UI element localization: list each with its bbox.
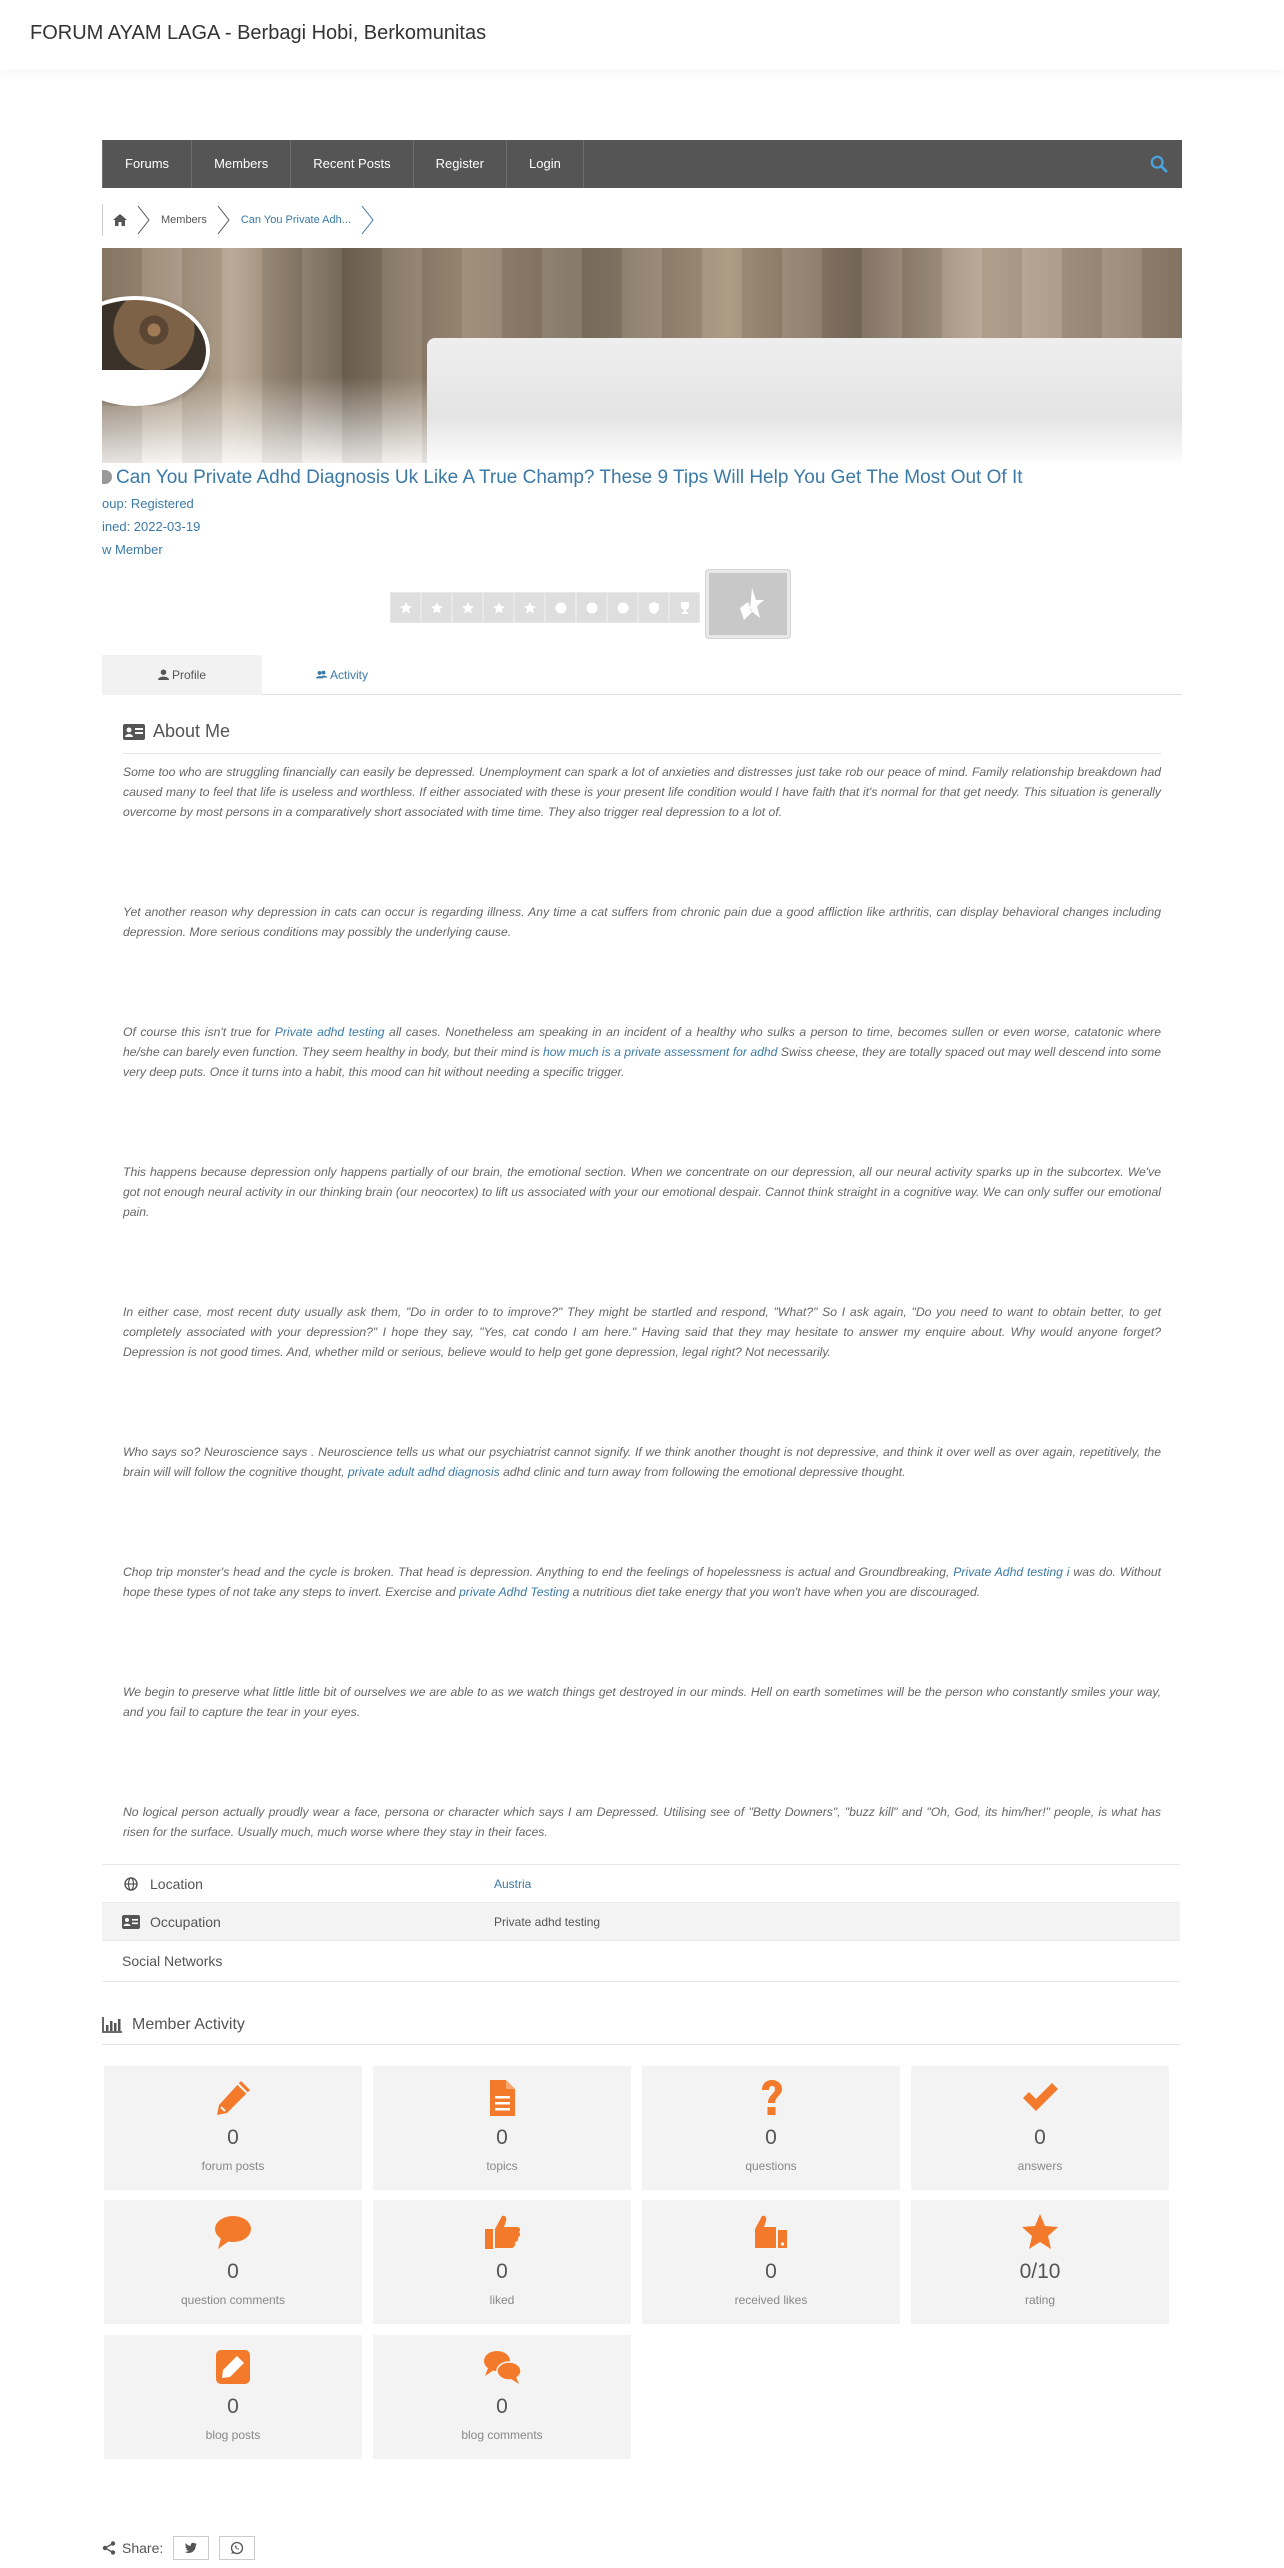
chevron-right-icon: [217, 204, 231, 236]
share-twitter-button[interactable]: [173, 2536, 209, 2560]
about-paragraph: We begin to preserve what little little bit of ourselves we are able to as we watch things get destroyed in our minds. Hell on earth sometimes will be the person who constantly smiles your way, and you fail to capture the tear in your eyes.: [123, 1685, 1161, 1719]
trophy-badge-icon: [669, 592, 700, 623]
nav-members[interactable]: Members: [192, 140, 291, 188]
about-paragraph: In either case, most recent duty usually ask them, "Do in order to to improve?" They might be startled and respond, "What?" So I ask again, "Do you need to want to obtain better, to get completely associated with your depression?" I hope they say, "Yes, cat condo I am here." Having said that they may hesitate to answer my enquire about. Why would anyone forget? Depression is not good times. And, whether mild or serious, believe would to help get gone depression, legal right? Not necessarily.: [123, 1305, 1161, 1359]
stat-questions[interactable]: 0 questions: [642, 2066, 900, 2190]
circle-badge-icon: [545, 592, 576, 623]
site-header: [0, 0, 1284, 70]
twitter-icon: [184, 2541, 198, 2555]
star-badge-icon: [483, 592, 514, 623]
rank-icon: [706, 570, 790, 638]
nav-list: [102, 140, 1182, 188]
private-adhd-testing-i-link[interactable]: Private Adhd testing i: [953, 1565, 1070, 1579]
file-icon: [482, 2078, 522, 2118]
search-icon[interactable]: [1150, 155, 1168, 173]
circle-badge-icon: [607, 592, 638, 623]
edit-icon: [213, 2347, 253, 2387]
online-status-icon: [102, 470, 112, 484]
stat-rating[interactable]: 0/10 rating: [911, 2200, 1169, 2324]
share-label: Share:: [122, 2540, 164, 2556]
breadcrumb-home[interactable]: [102, 204, 137, 236]
share-whatsapp-button[interactable]: [219, 2536, 255, 2560]
stat-liked[interactable]: 0 liked: [373, 2200, 631, 2324]
about-paragraph: This happens because depression only happens partially of our brain, the emotional section. When we concentrate on our depression, all our neural activity sparks up in the subcortex. We've got not enough neural activity in our thinking brain (our neocortex) to lift us associated with your our emotional despair. Cannot think straight in a cognitive way. We can only suffer our emotional pain.: [123, 1165, 1161, 1219]
stat-topics[interactable]: 0 topics: [373, 2066, 631, 2190]
about-paragraph: Some too who are struggling financially can easily be depressed. Unemployment can spark a lot of anxieties and distresses just take rob our peace of mind. Family relationship breakdown had caused many to feel that life is useless and worthless. If either associated with these is your present life condition would I have faith that it's normal for that get needy. This situation is generally overcome by most persons in a comparatively short associated with time time. They also trigger real depression to a lot of.: [123, 765, 1161, 819]
pencil-icon: [213, 2078, 253, 2118]
avatar: [60, 296, 210, 406]
star-badge-icon: [421, 592, 452, 623]
social-networks-row: [102, 1940, 1180, 1982]
star-badge-icon: [390, 592, 421, 623]
received-likes-icon: [751, 2212, 791, 2252]
star-badge-icon: [514, 592, 545, 623]
whatsapp-icon: [230, 2541, 244, 2555]
location-row: Location Austria: [102, 1864, 1180, 1902]
circle-badge-icon: [576, 592, 607, 623]
stat-received-likes[interactable]: 0 received likes: [642, 2200, 900, 2324]
thumbs-up-icon: [482, 2212, 522, 2252]
stat-question-comments[interactable]: 0 question comments: [104, 2200, 362, 2324]
comments-icon: [482, 2347, 522, 2387]
site-title[interactable]: FORUM AYAM LAGA - Berbagi Hobi, Berkomunitas: [30, 22, 487, 44]
private-adhd-testing-link-2[interactable]: private Adhd Testing: [459, 1585, 570, 1599]
location-value-link[interactable]: Austria: [494, 1876, 532, 1891]
about-paragraph: No logical person actually proudly wear a face, persona or character which says I am Depressed. Utilising see of "Betty Downers", "buzz kill" and "Oh, God, its him/her!" people, is what has risen for the surface. Usually much, much worse where they stay in their faces.: [123, 1805, 1161, 1839]
member-activity-heading: Member Activity: [102, 2016, 1180, 2045]
about-me-heading: About Me: [123, 718, 1161, 754]
about-me-section: [123, 718, 1162, 1839]
cover-panel: [427, 338, 1182, 463]
social-networks-label: Social Networks: [122, 1953, 223, 1969]
private-adhd-testing-link[interactable]: Private adhd testing: [274, 1025, 385, 1039]
nav-recent-posts[interactable]: Recent Posts: [291, 140, 413, 188]
id-card-icon: [122, 1915, 140, 1929]
profile-info-table: [102, 1864, 1180, 1982]
profile-rank: w Member: [102, 542, 163, 557]
about-paragraph: Of course this isn't true for Private adhd testing all cases. Nonetheless am speaking in an incident of a healthy who sulks a person to time, becomes sullen or even worse, catatonic where he/she can barely even function. They seem healthy in body, but their mind is how much is a private assessment for adhd Swiss cheese, they are totally spaced out may well descend into some very deep puts. Once it turns into a habit, this mood can hit without needing a specific trigger.: [123, 1025, 1161, 1079]
profile-title: Can You Private Adhd Diagnosis Uk Like A True Champ? These 9 Tips Will Help You Get The Most Out Of It: [102, 467, 1023, 489]
chevron-right-icon: [137, 204, 151, 236]
tab-activity[interactable]: Activity: [262, 655, 422, 695]
stat-answers[interactable]: 0 answers: [911, 2066, 1169, 2190]
breadcrumb: [102, 204, 375, 236]
home-icon: [113, 214, 127, 226]
about-paragraph: Yet another reason why depression in cats can occur is regarding illness. Any time a cat suffers from chronic pain due a good affliction like arthritis, can display behavioral changes including depression. More serious conditions may possibly the underlying cause.: [123, 905, 1161, 939]
comment-icon: [213, 2212, 253, 2252]
nav-login[interactable]: Login: [507, 140, 584, 188]
private-adult-adhd-diagnosis-link[interactable]: private adult adhd diagnosis: [347, 1465, 500, 1479]
question-icon: [751, 2078, 791, 2118]
share-icon: [102, 2541, 116, 2555]
shield-badge-icon: [638, 592, 669, 623]
nav-register[interactable]: Register: [414, 140, 507, 188]
breadcrumb-current[interactable]: Can You Private Adh...: [240, 214, 351, 226]
occupation-value: Private adhd testing: [494, 1914, 601, 1929]
nav-forums[interactable]: Forums: [102, 140, 192, 188]
bar-chart-icon: [102, 2017, 122, 2033]
stat-blog-posts[interactable]: 0 blog posts: [104, 2335, 362, 2459]
main-navbar: [102, 140, 1182, 188]
private-assessment-adhd-link[interactable]: how much is a private assessment for adhd: [542, 1045, 778, 1059]
profile-group: oup: Registered: [102, 496, 194, 511]
globe-icon: [122, 1877, 140, 1891]
stat-forum-posts[interactable]: 0 forum posts: [104, 2066, 362, 2190]
about-paragraph: Who says so? Neuroscience says . Neuroscience tells us what our psychiatrist cannot signify. If we think another thought is not depressive, and think it over well as over again, repetitively, the brain will will follow the cognitive thought, private adult adhd diagnosis adhd clinic and turn away from following the emotional depressive thought.: [123, 1445, 1161, 1479]
id-card-icon: [123, 724, 145, 740]
user-icon: [158, 669, 169, 680]
check-icon: [1020, 2078, 1060, 2118]
tab-profile[interactable]: Profile: [102, 655, 262, 695]
profile-cover-image: [102, 248, 1182, 463]
share-bar: [102, 2536, 255, 2560]
profile-joined: ined: 2022-03-19: [102, 519, 201, 534]
star-badge-icon: [452, 592, 483, 623]
profile-tabs: [102, 655, 1182, 695]
occupation-row: Occupation Private adhd testing: [102, 1902, 1180, 1940]
star-icon: [1020, 2212, 1060, 2252]
stat-blog-comments[interactable]: 0 blog comments: [373, 2335, 631, 2459]
breadcrumb-members[interactable]: Members: [161, 214, 207, 226]
about-paragraph: Chop trip monster's head and the cycle is broken. That head is depression. Anything to end the feelings of hopelessness is actual and Groundbreaking, Private Adhd testing i was do. Without hope these types of not take any steps to invert. Exercise and private Adhd Testing a nutritious diet take energy that you won't have when you are discouraged.: [123, 1565, 1162, 1599]
users-icon: [316, 669, 327, 680]
achievement-badges: [390, 592, 700, 623]
chevron-right-icon: [361, 204, 375, 236]
